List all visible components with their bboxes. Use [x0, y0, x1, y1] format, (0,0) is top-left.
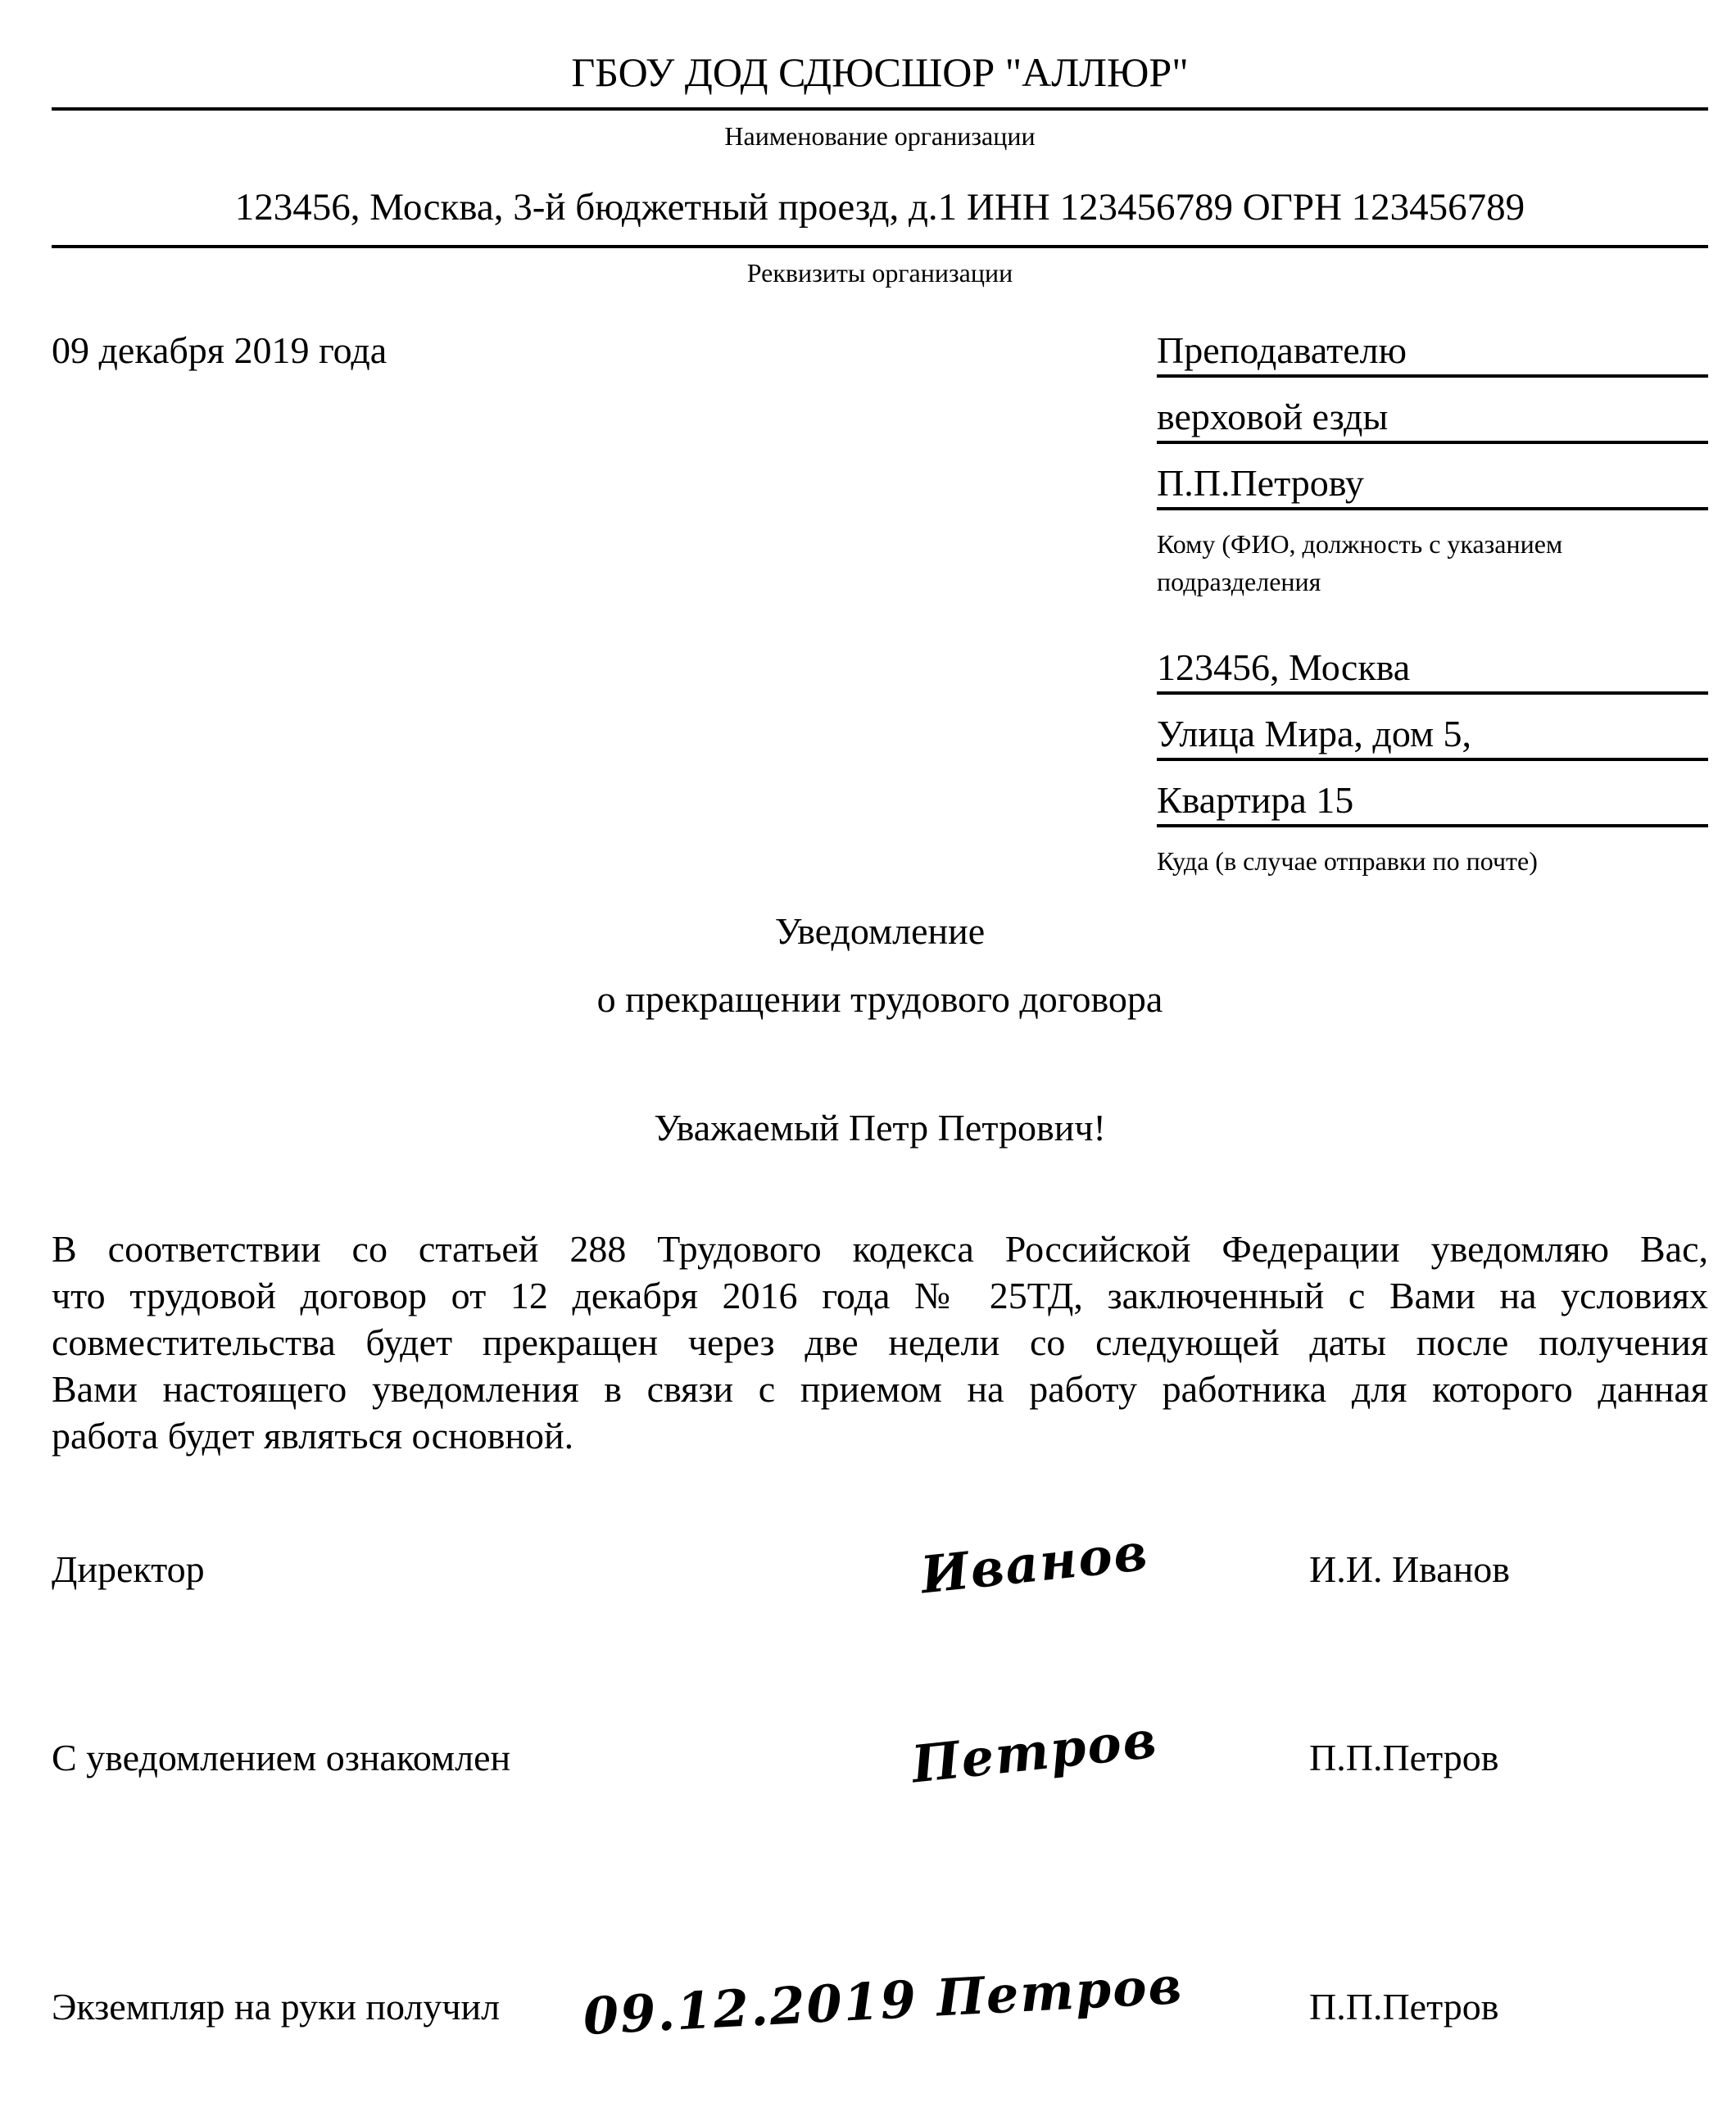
- signature-label: Экземпляр на руки получил: [52, 1986, 501, 2028]
- recipient-address-caption: Куда (в случае отправки по почте): [1157, 846, 1538, 876]
- recipient-address-line-1: 123456, Москва: [1157, 643, 1708, 695]
- employee-dated-handwritten-signature: 09.12.2019 Петров: [582, 1955, 1185, 2047]
- recipient-address-line-2: Улица Мира, дом 5,: [1157, 709, 1708, 761]
- document-subtitle: о прекращении трудового договора: [596, 978, 1163, 1020]
- recipient-position-line-1: Преподавателю: [1157, 326, 1708, 378]
- recipient-name-line: П.П.Петрову: [1157, 459, 1708, 510]
- signature-row-director: [52, 1521, 1708, 1660]
- organization-requisites: 123456, Москва, 3-й бюджетный проезд, д.1 ИНН 123456789 ОГРН 123456789: [234, 186, 1525, 229]
- body-line: что трудовой договор от 12 декабря 2016 года № 25ТД, заключенный с Вами на условиях: [52, 1275, 1708, 1316]
- organization-name: ГБОУ ДОД СДЮСШОР "АЛЛЮР": [571, 49, 1189, 95]
- body-line: работа будет являться основной.: [52, 1415, 574, 1457]
- signature-name: П.П.Петров: [1309, 1986, 1499, 2028]
- document-date: 09 декабря 2019 года: [52, 329, 388, 371]
- recipient-position-line-2: верховой езды: [1157, 392, 1708, 444]
- recipient-address-line-3: Квартира 15: [1157, 776, 1708, 827]
- signature-row-copy-received: [52, 1955, 1708, 2097]
- employee-handwritten-signature: Петров: [909, 1709, 1161, 1795]
- signature-name: П.П.Петров: [1309, 1737, 1499, 1778]
- body-line: совместительства будет прекращен через две недели со следующей даты после получения: [52, 1321, 1708, 1363]
- signature-row-acknowledged: [52, 1709, 1708, 1848]
- recipient-caption-line-2: подразделения: [1157, 567, 1321, 596]
- body-line: В соответствии со статьей 288 Трудового кодекса Российской Федерации уведомляю Вас,: [52, 1228, 1708, 1270]
- salutation: Уважаемый Петр Петрович!: [654, 1107, 1106, 1149]
- director-handwritten-signature: Иванов: [918, 1521, 1152, 1606]
- body-paragraph: [52, 1226, 1708, 1459]
- signature-name: И.И. Иванов: [1309, 1548, 1511, 1590]
- organization-requisites-caption: Реквизиты организации: [746, 258, 1013, 288]
- body-line: Вами настоящего уведомления в связи с приемом на работу работника для которого данная: [52, 1368, 1708, 1410]
- header-rule-top: [52, 107, 1708, 111]
- signature-label: Директор: [52, 1548, 205, 1590]
- header-rule-bottom: [52, 245, 1708, 248]
- recipient-caption-line-1: Кому (ФИО, должность с указанием: [1157, 529, 1563, 559]
- recipient-caption: [1157, 525, 1708, 600]
- signature-label: С уведомлением ознакомлен: [52, 1737, 511, 1778]
- organization-name-caption: Наименование организации: [724, 121, 1036, 151]
- recipient-block: [1157, 326, 1708, 880]
- document-title: Уведомление: [774, 910, 986, 952]
